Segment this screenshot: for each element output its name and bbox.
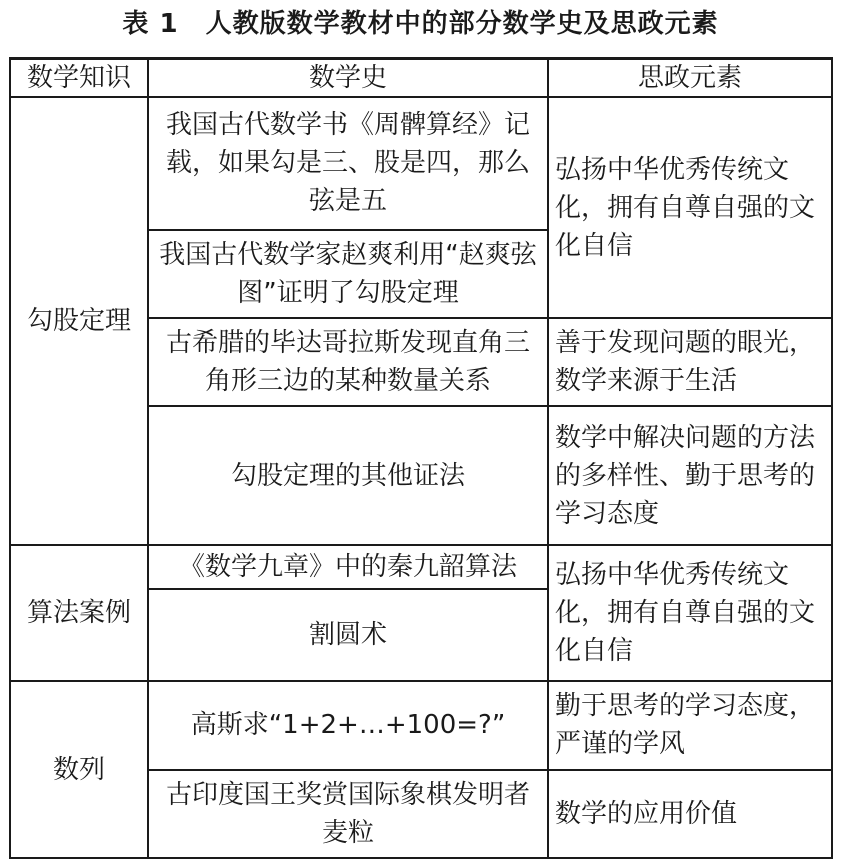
data-table (9, 57, 833, 859)
values-cell: 弘扬中华优秀传统文化，拥有自尊自强的文化自信 (548, 545, 832, 682)
table-title: 表 1 人教版数学教材中的部分数学史及思政元素 (122, 9, 719, 39)
values-cell: 勤于思考的学习态度，严谨的学风 (548, 681, 832, 769)
topic-cell: 勾股定理 (10, 97, 148, 545)
topic-cell: 算法案例 (10, 545, 148, 682)
values-cell: 弘扬中华优秀传统文化，拥有自尊自强的文化自信 (548, 97, 832, 318)
table-row (10, 97, 832, 229)
history-cell: 勾股定理的其他证法 (148, 406, 548, 545)
header-topic: 数学知识 (10, 59, 148, 98)
values-cell: 数学的应用价值 (548, 770, 832, 858)
header-values: 思政元素 (548, 59, 832, 98)
table-row (10, 681, 832, 769)
values-cell: 善于发现问题的眼光，数学来源于生活 (548, 318, 832, 406)
history-cell: 古印度国王奖赏国际象棋发明者麦粒 (148, 770, 548, 858)
values-cell: 数学中解决问题的方法的多样性、勤于思考的学习态度 (548, 406, 832, 545)
header-history: 数学史 (148, 59, 548, 98)
history-cell: 《数学九章》中的秦九韶算法 (148, 545, 548, 589)
history-cell: 我国古代数学家赵爽利用“赵爽弦图”证明了勾股定理 (148, 230, 548, 318)
topic-cell: 数列 (10, 681, 148, 858)
history-cell: 我国古代数学书《周髀算经》记载，如果勾是三、股是四，那么弦是五 (148, 97, 548, 229)
history-cell: 高斯求“1+2+…+100=?” (148, 681, 548, 769)
table-header-row (10, 59, 832, 98)
table-row (10, 545, 832, 589)
history-cell: 割圆术 (148, 589, 548, 681)
history-cell: 古希腊的毕达哥拉斯发现直角三角形三边的某种数量关系 (148, 318, 548, 406)
